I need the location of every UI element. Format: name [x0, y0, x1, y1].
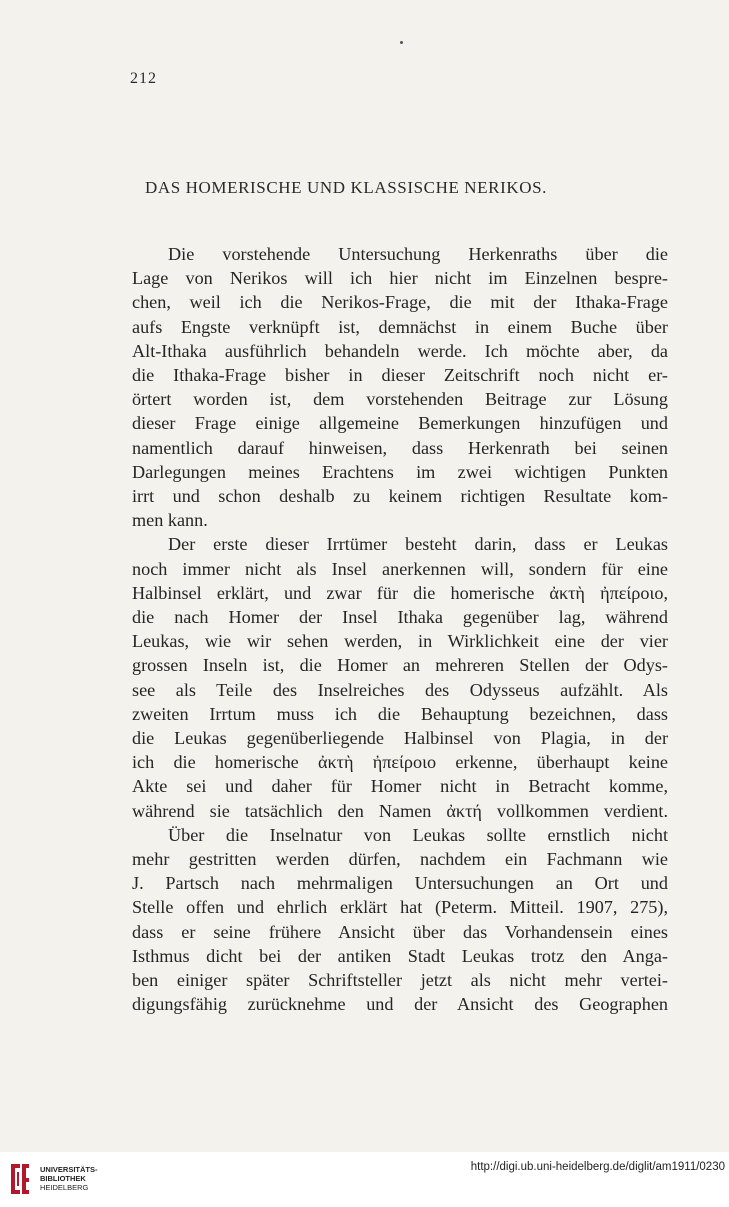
text-line: die Leukas gegenüberliegende Halbinsel von Plagia, in der	[132, 728, 668, 749]
text-line: Alt-Ithaka ausführlich behandeln werde. Ich möchte aber, da	[132, 340, 668, 361]
text-line: Lage von Nerikos will ich hier nicht im Einzelnen bespre-	[132, 268, 668, 289]
text-line: ben einiger später Schriftsteller jetzt als nicht mehr vertei-	[132, 970, 668, 991]
text-line: zweiten Irrtum muss ich die Behauptung bezeichnen, dass	[132, 703, 668, 724]
text-line: Darlegungen meines Erachtens im zwei wichtigen Punkten	[132, 461, 668, 482]
text-line: irrt und schon deshalb zu keinem richtigen Resultate kom-	[132, 486, 668, 507]
text-line: aufs Engste verknüpft ist, demnächst in einem Buche über	[132, 316, 668, 337]
article-title: DAS HOMERISCHE UND KLASSISCHE NERIKOS.	[145, 178, 548, 197]
text-line: die Ithaka-Frage bisher in dieser Zeitschrift noch nicht er-	[132, 365, 668, 386]
text-line: J. Partsch nach mehrmaligen Untersuchungen an Ort und	[132, 873, 668, 894]
text-line: Stelle offen und ehrlich erklärt hat (Peterm. Mitteil. 1907, 275),	[132, 897, 668, 918]
ink-speck	[400, 41, 403, 44]
text-line: dass er seine frühere Ansicht über das Vorhandensein eines	[132, 921, 668, 942]
text-line: Halbinsel erklärt, und zwar für die homerische ἀκτὴ ἠπείροιο,	[132, 582, 668, 603]
text-line: mehr gestritten werden dürfen, nachdem ein Fachmann wie	[132, 849, 668, 870]
text-line: Über die Inselnatur von Leukas sollte ernstlich nicht	[168, 824, 668, 845]
ub-heidelberg-logo-icon[interactable]	[7, 1162, 33, 1196]
text-line: die nach Homer der Insel Ithaka gegenüber lag, während	[132, 607, 668, 628]
text-line: digungsfähig zurücknehme und der Ansicht des Geographen	[132, 994, 668, 1015]
text-line: see als Teile des Inselreiches des Odysseus aufzählt. Als	[132, 679, 668, 700]
text-line: ich die homerische ἀκτὴ ἠπείροιο erkenne, überhaupt keine	[132, 752, 668, 773]
text-line: namentlich darauf hinweisen, dass Herkenrath bei seinen	[132, 437, 668, 458]
text-line: Isthmus dicht bei der antiken Stadt Leukas trotz den Anga-	[132, 945, 668, 966]
text-line: Leukas, wie wir sehen werden, in Wirklichkeit eine der vier	[132, 631, 668, 652]
text-line: noch immer nicht als Insel anerkennen will, sondern für eine	[132, 558, 668, 579]
source-url-link[interactable]: http://digi.ub.uni-heidelberg.de/diglit/am1911/0230	[470, 1161, 725, 1173]
article-body	[132, 242, 668, 1017]
text-line: Die vorstehende Untersuchung Herkenraths über die	[168, 244, 668, 264]
text-line: Der erste dieser Irrtümer besteht darin, dass er Leukas	[168, 534, 668, 555]
library-name-line3: HEIDELBERG	[40, 1183, 89, 1192]
text-line: während sie tatsächlich den Namen ἀκτή vollkommen verdient.	[132, 800, 668, 821]
text-line: Akte sei und daher für Homer nicht in Betracht komme,	[132, 776, 668, 797]
text-line: dieser Frage einige allgemeine Bemerkungen hinzufügen und	[132, 413, 668, 434]
footer-bar	[0, 1152, 729, 1207]
library-name[interactable]	[40, 1165, 98, 1192]
text-line: chen, weil ich die Nerikos-Frage, die mit der Ithaka-Frage	[132, 292, 668, 313]
text-line: grossen Inseln ist, die Homer an mehreren Stellen der Odys-	[132, 655, 668, 676]
text-line: men kann.	[132, 510, 208, 531]
library-name-line1: UNIVERSITÄTS-	[40, 1165, 98, 1174]
text-line: örtert worden ist, dem vorstehenden Beitrage zur Lösung	[132, 389, 668, 410]
library-name-line2: BIBLIOTHEK	[40, 1174, 86, 1183]
page-number: 212	[130, 70, 157, 87]
